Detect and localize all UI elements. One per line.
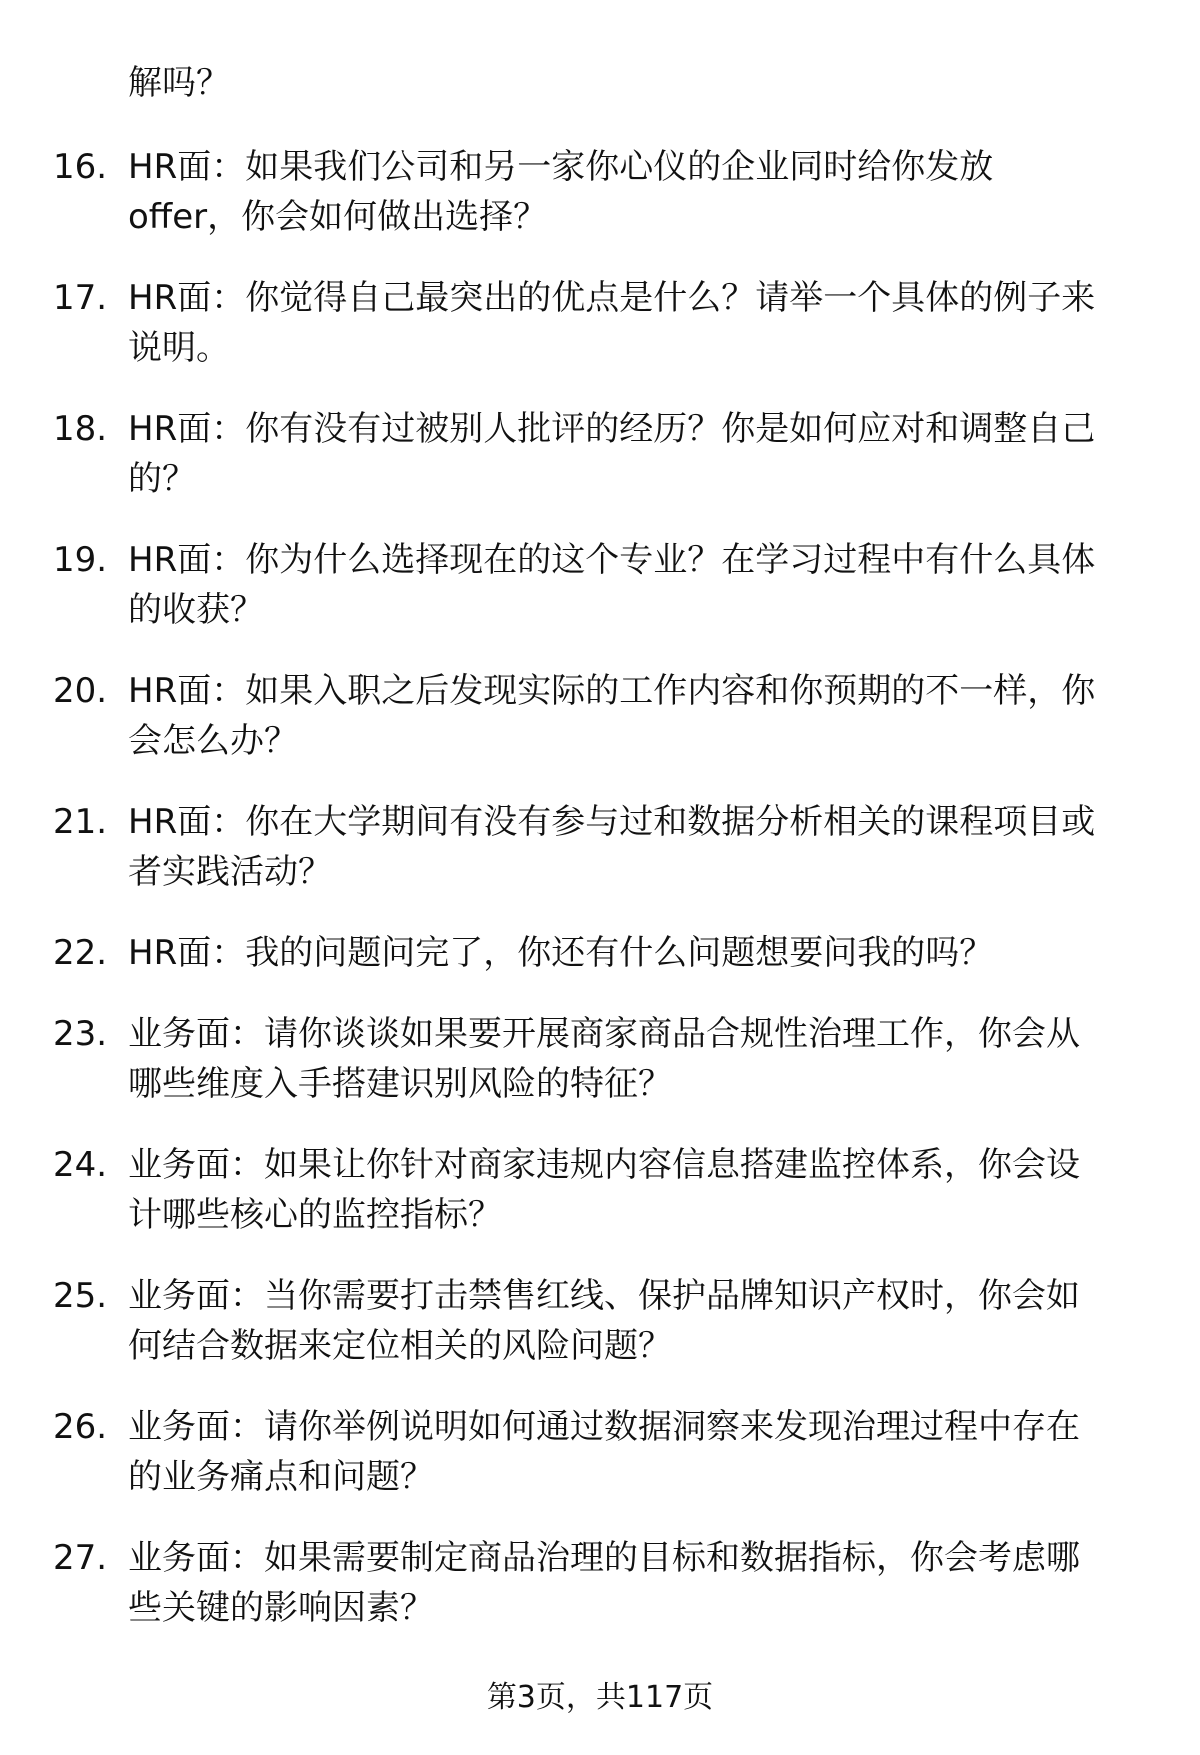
item-number: 16. <box>53 147 108 187</box>
item-text <box>128 404 1200 504</box>
list-item <box>0 666 1200 766</box>
continuation-text: 解吗？ <box>128 63 230 103</box>
list-item <box>0 1402 1200 1502</box>
item-number: 27. <box>53 1538 108 1578</box>
item-number: 18. <box>53 409 108 449</box>
item-text-line: HR面：你为什么选择现在的这个专业？在学习过程中有什么具体 <box>128 540 1096 580</box>
item-text-line: HR面：如果我们公司和另一家你心仪的企业同时给你发放 <box>128 147 994 187</box>
item-text-line: 者实践活动？ <box>128 852 332 892</box>
item-text <box>128 1402 1200 1502</box>
item-text <box>128 928 1200 978</box>
item-number: 19. <box>53 540 108 580</box>
item-text <box>128 535 1200 635</box>
item-text-line: 的？ <box>128 459 196 499</box>
item-number: 17. <box>53 278 108 318</box>
item-number: 24. <box>53 1145 108 1185</box>
page-footer: 第3页，共117页 <box>486 1680 714 1715</box>
item-text <box>128 1271 1200 1371</box>
list-item <box>0 535 1200 635</box>
item-text-line: 计哪些核心的监控指标？ <box>128 1195 502 1235</box>
item-text <box>128 1009 1200 1109</box>
item-number: 21. <box>53 802 108 842</box>
item-text-line: 业务面：如果需要制定商品治理的目标和数据指标，你会考虑哪 <box>128 1538 1080 1578</box>
item-text-line: 何结合数据来定位相关的风险问题？ <box>128 1326 672 1366</box>
item-text-line: 的业务痛点和问题？ <box>128 1457 434 1497</box>
item-text-line: 业务面：请你谈谈如果要开展商家商品合规性治理工作，你会从 <box>128 1014 1080 1054</box>
item-text <box>128 797 1200 897</box>
list-item <box>0 1271 1200 1371</box>
item-text-line: HR面：你在大学期间有没有参与过和数据分析相关的课程项目或 <box>128 802 1096 842</box>
item-text <box>128 273 1200 373</box>
list-item <box>0 928 1200 978</box>
item-text <box>128 1533 1200 1633</box>
item-text-line: 哪些维度入手搭建识别风险的特征？ <box>128 1064 672 1104</box>
item-text-line: HR面：如果入职之后发现实际的工作内容和你预期的不一样，你 <box>128 671 1096 711</box>
item-text-line: 业务面：当你需要打击禁售红线、保护品牌知识产权时，你会如 <box>128 1276 1080 1316</box>
item-number: 23. <box>53 1014 108 1054</box>
item-number: 25. <box>53 1276 108 1316</box>
list-item <box>0 1009 1200 1109</box>
item-text-line: HR面：你觉得自己最突出的优点是什么？请举一个具体的例子来 <box>128 278 1096 318</box>
item-text <box>128 666 1200 766</box>
item-text-line: 会怎么办？ <box>128 721 298 761</box>
item-number: 22. <box>53 933 108 973</box>
item-text-line: 些关键的影响因素？ <box>128 1588 434 1628</box>
list-item <box>0 404 1200 504</box>
item-text-line: HR面：你有没有过被别人批评的经历？你是如何应对和调整自己 <box>128 409 1096 449</box>
list-item <box>0 797 1200 897</box>
list-item <box>0 1140 1200 1240</box>
list-item <box>0 1533 1200 1633</box>
item-text-line: offer，你会如何做出选择？ <box>128 197 548 237</box>
item-text-line: 说明。 <box>128 328 230 368</box>
list-item <box>0 273 1200 373</box>
list-item <box>0 142 1200 242</box>
item-text-line: HR面：我的问题问完了，你还有什么问题想要问我的吗？ <box>128 933 994 973</box>
item-text-line: 业务面：如果让你针对商家违规内容信息搭建监控体系，你会设 <box>128 1145 1080 1185</box>
item-text-line: 的收获？ <box>128 590 264 630</box>
question-list <box>0 142 1200 1664</box>
item-text <box>128 142 1200 242</box>
item-number: 26. <box>53 1407 108 1447</box>
item-text <box>128 1140 1200 1240</box>
item-number: 20. <box>53 671 108 711</box>
item-text-line: 业务面：请你举例说明如何通过数据洞察来发现治理过程中存在 <box>128 1407 1080 1447</box>
